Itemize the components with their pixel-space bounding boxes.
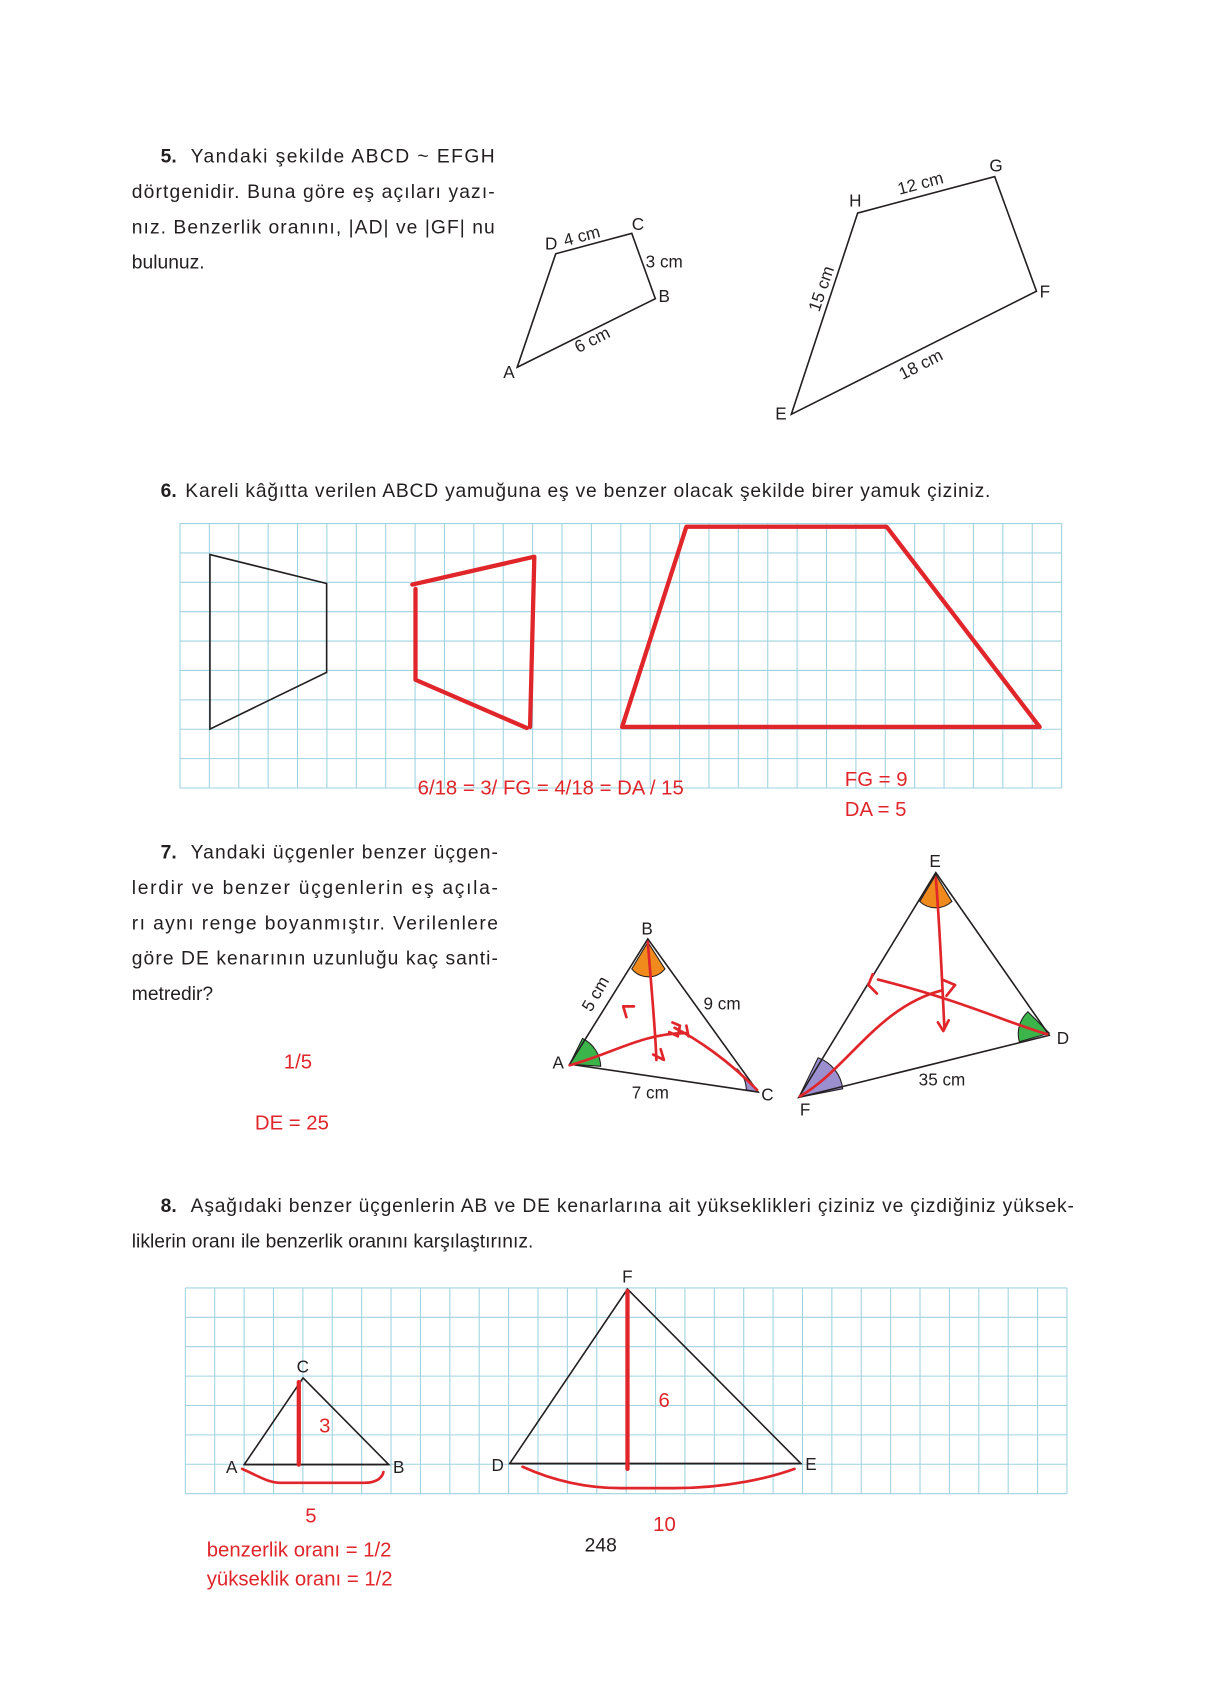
q7-line-4: göre DE kenarının uzunluğu kaç santi- xyxy=(131,948,498,970)
label-a: A xyxy=(503,362,515,382)
label-ab-length: 5 cm xyxy=(578,973,614,1015)
label-fd-length: 35 cm xyxy=(918,1070,966,1090)
q8-line-2: liklerin oranı ile benzerlik oranını karşılaştırınız. xyxy=(131,1231,534,1253)
label-f: F xyxy=(622,1267,633,1287)
brace-de xyxy=(523,1467,795,1488)
red-annotation-strokes-2 xyxy=(800,878,1047,1096)
q7-number: 7. xyxy=(160,842,177,864)
label-e: E xyxy=(805,1454,817,1474)
label-bc-length: 9 cm xyxy=(703,994,741,1014)
q7-answer-ratio: 1/5 xyxy=(283,1051,313,1074)
label-hg-length: 12 cm xyxy=(895,168,946,199)
label-a: A xyxy=(552,1053,564,1073)
q5-number: 5. xyxy=(160,146,177,168)
triangle-abc xyxy=(244,1378,389,1465)
q5-line-1: Yandaki şekilde ABCD ~ EFGH xyxy=(190,146,495,168)
question-5 xyxy=(132,147,1050,424)
q8-answer-similarity: benzerlik oranı = 1/2 xyxy=(206,1539,392,1562)
q5-line-2: dörtgenidir. Buna göre eş açıları yazı- xyxy=(131,182,495,204)
label-ac-length: 7 cm xyxy=(631,1083,669,1103)
label-h: H xyxy=(849,191,862,211)
base-ab-value: 5 xyxy=(305,1505,317,1528)
question-6 xyxy=(161,481,1062,821)
label-b: B xyxy=(393,1458,405,1478)
q6-number: 6. xyxy=(160,480,177,502)
q7-line-1: Yandaki üçgenler benzer üçgen- xyxy=(190,842,498,864)
drawn-trapezoid-similar-small-left xyxy=(416,589,527,728)
question-7 xyxy=(132,843,1069,1135)
label-c: C xyxy=(296,1357,310,1377)
triangle-abc xyxy=(570,939,758,1092)
label-cb-length: 3 cm xyxy=(645,252,683,272)
question-8 xyxy=(132,1196,1074,1591)
q7-line-2: lerdir ve benzer üçgenlerin eş açıla- xyxy=(131,877,498,899)
label-f: F xyxy=(799,1100,811,1120)
label-d: D xyxy=(1056,1028,1070,1048)
label-f: F xyxy=(1039,282,1051,302)
q8-number: 8. xyxy=(160,1195,177,1217)
label-ef-length: 18 cm xyxy=(895,345,946,384)
q8-answer-height: yükseklik oranı = 1/2 xyxy=(206,1568,393,1591)
q5-line-3: nız. Benzerlik oranını, |AD| ve |GF| nu xyxy=(131,217,495,239)
q7-answer-de: DE = 25 xyxy=(254,1112,329,1135)
page-number: 248 xyxy=(584,1535,617,1557)
label-g: G xyxy=(989,156,1003,176)
q7-line-3: rı aynı renge boyanmıştır. Verilenlere xyxy=(131,913,498,935)
label-d: D xyxy=(545,234,558,254)
label-b: B xyxy=(658,286,670,306)
angle-a-green xyxy=(570,1038,601,1066)
label-d: D xyxy=(491,1456,504,1476)
q5-line-4: bulunuz. xyxy=(131,252,205,274)
altitude-c-value: 3 xyxy=(319,1415,331,1438)
q6-text: Kareli kâğıtta verilen ABCD yamuğuna eş ve benzer olacak şekilde birer yamuk çiziniz. xyxy=(185,480,991,502)
label-a: A xyxy=(226,1458,238,1478)
altitude-f-value: 6 xyxy=(658,1389,670,1412)
label-e: E xyxy=(775,404,787,424)
grid-paper-1 xyxy=(180,524,1062,788)
base-de-value: 10 xyxy=(653,1513,676,1536)
triangle-def xyxy=(799,873,1050,1098)
label-ab-length: 6 cm xyxy=(571,323,614,357)
drawn-trapezoid-similar-large xyxy=(622,527,1040,727)
q6-answer-da: DA = 5 xyxy=(844,798,907,821)
label-e: E xyxy=(929,852,941,872)
label-c: C xyxy=(631,215,645,235)
q7-line-5: metredir? xyxy=(131,983,214,1005)
q6-answer-fg: FG = 9 xyxy=(844,768,908,791)
q6-answer-equation: 6/18 = 3/ FG = 4/18 = DA / 15 xyxy=(417,777,684,800)
label-b: B xyxy=(641,919,653,939)
label-dc-length: 4 cm xyxy=(561,222,603,251)
q8-line-1: Aşağıdaki benzer üçgenlerin AB ve DE kenarlarına ait yükseklikleri çiziniz ve çizdiğiniz yüksek- xyxy=(190,1195,1074,1217)
label-c: C xyxy=(761,1085,774,1105)
label-eh-length: 15 cm xyxy=(804,263,839,314)
